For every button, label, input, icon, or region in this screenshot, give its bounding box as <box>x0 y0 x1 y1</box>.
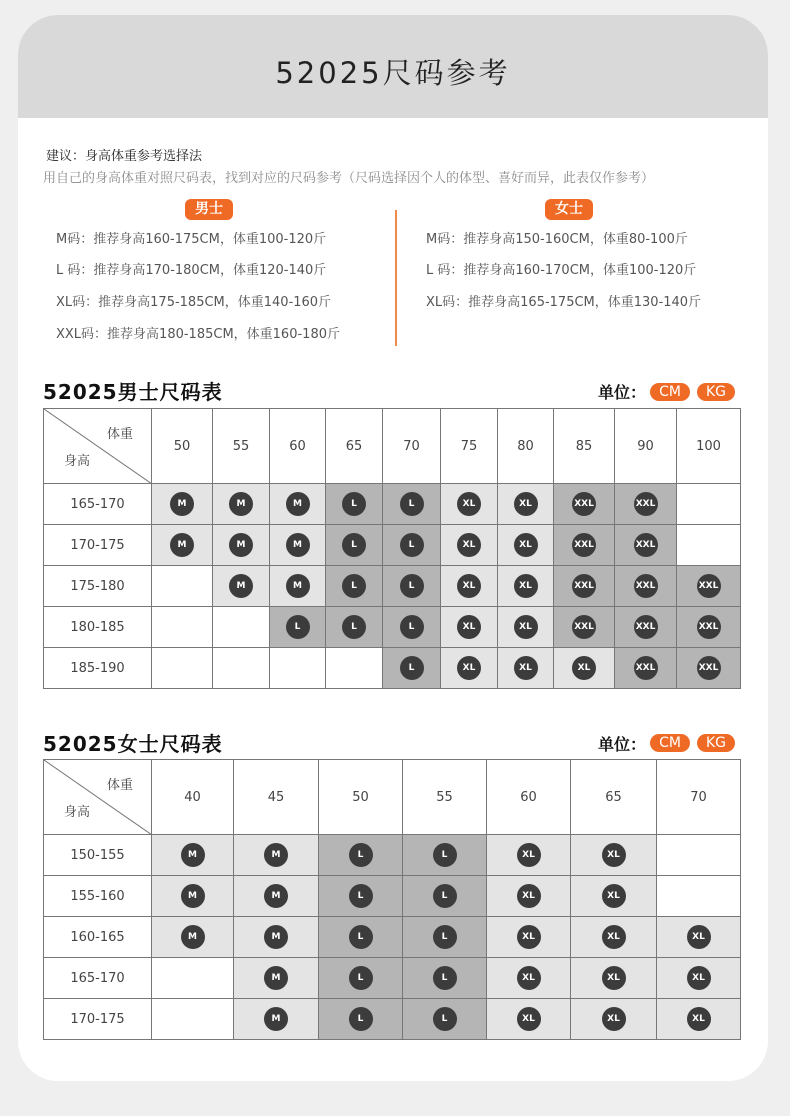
table-row <box>44 525 741 566</box>
unit-label: 单位： <box>598 735 647 754</box>
size-badge: XL <box>687 966 711 990</box>
size-badge: M <box>286 492 310 516</box>
size-badge: L <box>433 1007 457 1031</box>
size-badge: XL <box>457 574 481 598</box>
table-row <box>44 607 741 648</box>
size-cell <box>498 607 554 648</box>
diagonal-line <box>44 760 152 835</box>
size-badge: L <box>286 615 310 639</box>
size-guide-card <box>18 15 768 1081</box>
size-badge: XXL <box>634 615 658 639</box>
size-cell <box>403 835 487 876</box>
size-cell <box>554 566 615 607</box>
size-badge: M <box>229 574 253 598</box>
size-cell <box>213 648 270 689</box>
size-cell <box>677 525 741 566</box>
size-cell <box>403 876 487 917</box>
weight-header: 75 <box>441 409 498 484</box>
size-cell <box>498 566 554 607</box>
size-cell <box>270 484 326 525</box>
size-cell <box>403 917 487 958</box>
unit-kg-badge: KG <box>697 383 735 401</box>
men-size-line: M码：推荐身高160-175CM，体重100-120斤 <box>56 232 327 247</box>
size-badge: XL <box>514 656 538 680</box>
size-cell <box>487 835 571 876</box>
size-badge: XL <box>517 884 541 908</box>
size-badge: L <box>400 533 424 557</box>
size-cell <box>487 958 571 999</box>
size-cell <box>657 917 741 958</box>
size-badge: M <box>229 492 253 516</box>
height-label: 150-155 <box>44 835 152 876</box>
height-label: 175-180 <box>44 566 152 607</box>
size-cell <box>152 917 234 958</box>
size-cell <box>571 958 657 999</box>
size-cell <box>403 999 487 1040</box>
size-cell <box>657 876 741 917</box>
size-cell <box>383 648 441 689</box>
size-cell <box>677 484 741 525</box>
size-cell <box>571 917 657 958</box>
weight-header: 70 <box>383 409 441 484</box>
size-badge: L <box>349 1007 373 1031</box>
size-cell <box>270 607 326 648</box>
size-badge: XL <box>457 615 481 639</box>
weight-header: 50 <box>152 409 213 484</box>
size-badge: XL <box>457 533 481 557</box>
weight-header: 70 <box>657 760 741 835</box>
size-cell <box>657 835 741 876</box>
women-size-table <box>43 759 741 1040</box>
size-cell <box>441 607 498 648</box>
size-badge: L <box>349 843 373 867</box>
size-badge: XL <box>514 615 538 639</box>
size-cell <box>319 917 403 958</box>
size-badge: M <box>286 533 310 557</box>
size-badge: XXL <box>634 574 658 598</box>
size-cell <box>554 648 615 689</box>
size-cell <box>326 607 383 648</box>
height-label: 170-175 <box>44 999 152 1040</box>
size-badge: M <box>181 843 205 867</box>
size-cell <box>152 525 213 566</box>
height-label: 155-160 <box>44 876 152 917</box>
size-cell <box>383 566 441 607</box>
size-badge: L <box>433 843 457 867</box>
size-cell <box>319 876 403 917</box>
size-cell <box>571 999 657 1040</box>
size-badge: XXL <box>697 656 721 680</box>
size-badge: L <box>433 925 457 949</box>
size-cell <box>554 607 615 648</box>
size-badge: L <box>342 615 366 639</box>
size-cell <box>213 525 270 566</box>
page-title: 52025尺码参考 <box>275 56 511 90</box>
size-cell <box>326 566 383 607</box>
height-label: 165-170 <box>44 958 152 999</box>
size-badge: XL <box>514 533 538 557</box>
advice-title: 建议：身高体重参考选择法 <box>46 149 203 164</box>
unit-cm-badge: CM <box>650 734 690 752</box>
size-badge: L <box>342 574 366 598</box>
unit-cm-badge: CM <box>650 383 690 401</box>
size-cell <box>657 958 741 999</box>
size-badge: XL <box>687 925 711 949</box>
unit-label: 单位： <box>598 383 647 402</box>
weight-header: 50 <box>319 760 403 835</box>
height-label: 160-165 <box>44 917 152 958</box>
weight-header: 85 <box>554 409 615 484</box>
size-badge: XXL <box>634 656 658 680</box>
size-cell <box>498 525 554 566</box>
size-cell <box>234 917 319 958</box>
size-cell <box>498 648 554 689</box>
women-badge: 女士 <box>545 199 593 220</box>
header-banner <box>18 15 768 118</box>
diagonal-line <box>44 409 152 484</box>
weight-header: 80 <box>498 409 554 484</box>
size-cell <box>383 484 441 525</box>
size-badge: XXL <box>572 615 596 639</box>
men-size-line: XL码：推荐身高175-185CM，体重140-160斤 <box>56 295 332 310</box>
size-cell <box>571 835 657 876</box>
size-badge: XL <box>517 925 541 949</box>
size-cell <box>615 566 677 607</box>
size-cell <box>441 484 498 525</box>
weight-header: 60 <box>270 409 326 484</box>
weight-header: 55 <box>403 760 487 835</box>
size-badge: XL <box>514 574 538 598</box>
size-cell <box>152 999 234 1040</box>
size-badge: L <box>400 492 424 516</box>
size-badge: XL <box>517 966 541 990</box>
size-cell <box>270 648 326 689</box>
size-cell <box>213 607 270 648</box>
men-size-table <box>43 408 741 689</box>
size-badge: XL <box>572 656 596 680</box>
size-badge: M <box>229 533 253 557</box>
size-badge: XL <box>602 884 626 908</box>
weight-header: 65 <box>571 760 657 835</box>
size-badge: L <box>400 574 424 598</box>
size-badge: XL <box>602 925 626 949</box>
corner-height-label: 身高 <box>64 805 91 820</box>
size-badge: M <box>264 843 288 867</box>
size-cell <box>152 835 234 876</box>
size-cell <box>487 917 571 958</box>
size-cell <box>441 525 498 566</box>
size-badge: XXL <box>572 533 596 557</box>
size-badge: M <box>170 533 194 557</box>
size-cell <box>213 566 270 607</box>
size-badge: XXL <box>634 492 658 516</box>
size-cell <box>152 607 213 648</box>
size-cell <box>234 835 319 876</box>
size-cell <box>234 876 319 917</box>
women-size-line: XL码：推荐身高165-175CM，体重130-140斤 <box>426 295 702 310</box>
table-row <box>44 835 741 876</box>
size-badge: XXL <box>697 615 721 639</box>
corner-weight-label: 体重 <box>106 778 133 793</box>
table-row <box>44 999 741 1040</box>
size-cell <box>487 999 571 1040</box>
size-cell <box>152 484 213 525</box>
size-cell <box>498 484 554 525</box>
women-size-line: M码：推荐身高150-160CM，体重80-100斤 <box>426 232 688 247</box>
size-cell <box>326 525 383 566</box>
table-row <box>44 876 741 917</box>
height-label: 170-175 <box>44 525 152 566</box>
size-cell <box>319 999 403 1040</box>
size-badge: L <box>342 533 366 557</box>
size-cell <box>571 876 657 917</box>
size-badge: XL <box>457 492 481 516</box>
table-row <box>44 917 741 958</box>
height-label: 180-185 <box>44 607 152 648</box>
size-badge: L <box>342 492 366 516</box>
men-size-line: XXL码：推荐身高180-185CM，体重160-180斤 <box>56 327 340 342</box>
size-cell <box>213 484 270 525</box>
size-badge: L <box>400 656 424 680</box>
size-badge: M <box>264 884 288 908</box>
size-cell <box>234 958 319 999</box>
advice-subtitle: 用自己的身高体重对照尺码表，找到对应的尺码参考（尺码选择因个人的体型、喜好而异，此表仅作参考） <box>43 171 655 186</box>
size-badge: L <box>349 925 373 949</box>
weight-header: 60 <box>487 760 571 835</box>
table-row <box>44 958 741 999</box>
size-badge: XL <box>602 1007 626 1031</box>
size-cell <box>554 525 615 566</box>
size-badge: XL <box>602 966 626 990</box>
size-badge: XXL <box>572 492 596 516</box>
men-badge: 男士 <box>185 199 233 220</box>
size-badge: XL <box>517 843 541 867</box>
men-size-line: L 码：推荐身高170-180CM，体重120-140斤 <box>56 263 327 278</box>
size-badge: M <box>264 966 288 990</box>
table-row <box>44 484 741 525</box>
size-cell <box>615 525 677 566</box>
height-label: 185-190 <box>44 648 152 689</box>
size-cell <box>677 648 741 689</box>
size-cell <box>441 566 498 607</box>
divider-line <box>395 210 397 346</box>
women-size-line: L 码：推荐身高160-170CM，体重100-120斤 <box>426 263 697 278</box>
size-badge: XXL <box>572 574 596 598</box>
size-badge: XL <box>457 656 481 680</box>
size-cell <box>326 484 383 525</box>
size-badge: M <box>264 1007 288 1031</box>
weight-header: 45 <box>234 760 319 835</box>
size-badge: XL <box>514 492 538 516</box>
size-cell <box>326 648 383 689</box>
size-cell <box>319 835 403 876</box>
corner-height-label: 身高 <box>64 454 91 469</box>
size-cell <box>615 484 677 525</box>
size-cell <box>383 607 441 648</box>
size-cell <box>152 566 213 607</box>
size-cell <box>152 648 213 689</box>
size-cell <box>554 484 615 525</box>
women-table-title: 52025女士尺码表 <box>43 732 223 756</box>
weight-header: 40 <box>152 760 234 835</box>
size-cell <box>677 566 741 607</box>
table-corner <box>44 760 152 835</box>
size-cell <box>615 648 677 689</box>
size-cell <box>319 958 403 999</box>
size-badge: M <box>181 925 205 949</box>
size-cell <box>270 566 326 607</box>
men-table-title: 52025男士尺码表 <box>43 380 223 404</box>
size-cell <box>487 876 571 917</box>
table-row <box>44 648 741 689</box>
unit-kg-badge: KG <box>697 734 735 752</box>
size-cell <box>270 525 326 566</box>
size-cell <box>677 607 741 648</box>
size-badge: XXL <box>634 533 658 557</box>
size-badge: M <box>264 925 288 949</box>
size-badge: XL <box>602 843 626 867</box>
size-badge: L <box>400 615 424 639</box>
size-badge: XL <box>517 1007 541 1031</box>
weight-header: 65 <box>326 409 383 484</box>
size-badge: XXL <box>697 574 721 598</box>
size-cell <box>152 958 234 999</box>
size-badge: L <box>433 966 457 990</box>
size-cell <box>441 648 498 689</box>
size-cell <box>657 999 741 1040</box>
size-badge: XL <box>687 1007 711 1031</box>
size-badge: L <box>349 884 373 908</box>
size-cell <box>403 958 487 999</box>
size-cell <box>234 999 319 1040</box>
size-badge: M <box>170 492 194 516</box>
table-corner <box>44 409 152 484</box>
size-cell <box>383 525 441 566</box>
weight-header: 90 <box>615 409 677 484</box>
size-cell <box>615 607 677 648</box>
table-row <box>44 566 741 607</box>
weight-header: 100 <box>677 409 741 484</box>
size-badge: M <box>181 884 205 908</box>
weight-header: 55 <box>213 409 270 484</box>
size-cell <box>152 876 234 917</box>
size-badge: M <box>286 574 310 598</box>
size-badge: L <box>433 884 457 908</box>
size-badge: L <box>349 966 373 990</box>
corner-weight-label: 体重 <box>106 427 133 442</box>
height-label: 165-170 <box>44 484 152 525</box>
